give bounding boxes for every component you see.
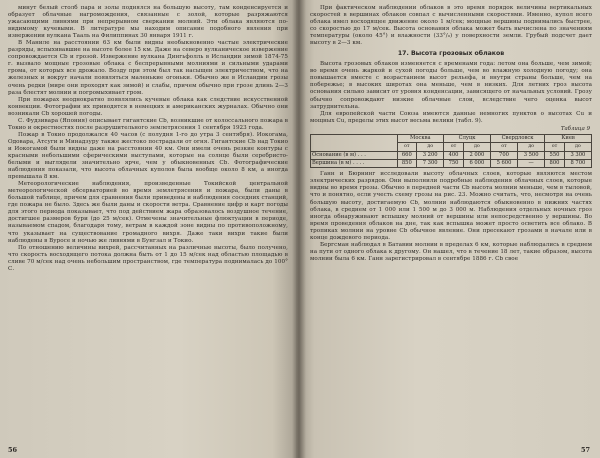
right-page [296, 0, 600, 458]
left-page-number: 56 [8, 446, 18, 454]
table-subheader: от [545, 143, 565, 151]
section-heading: 17. Высота грозовых облаков [397, 50, 505, 58]
table-cell: 3 300 [564, 151, 591, 159]
left-paragraph-5: Пожар в Токио продолжался 40 часов (с полудня 1-го до утра 3 сентября). Иокогама, Одовара, Атсуги и Минадзуру также жестоко пострадали от огня. Гигантские Сb над Токио и Иокогамой были видны даже на расстоянии 40 км. Они имели очень резкие контуры с красными небольшими сферическими выступами, которые на солнце были серебристо-белыми и выглядели значительно ярче, чем у обыкновенных Сb. Фотографические наблюдения показали, что высота облачных куполов была вообще около 8 км, а иногда превышала 8 км. [8, 131, 288, 181]
table-subheader: от [444, 143, 464, 151]
table-cell: — [518, 159, 545, 167]
right-page-number: 57 [580, 446, 590, 454]
left-page [0, 0, 296, 458]
right-paragraph-4: Бергсман наблюдал в Батавии молнии в пределах 6 км, которые наблюдались в среднем на пути от одного облака к другому. Он нашел, что в течение 18 лет, такие образом, высота молнии была 6 км. Ганн зарегистрировал в сентябре 1886 г. Сb свое [310, 241, 592, 262]
left-paragraph-4: С. Фудзивара (Япония) описывает гигантские Сb, возникшие от колоссального пожара в Токио и окрестностях после разрушительного землетрясения 1 сентября 1923 года. [8, 117, 288, 131]
table-subheader: от [397, 143, 417, 151]
table-row [311, 151, 592, 159]
right-paragraph-2: Для европейской части Союза имеются данные немногих пунктов о высотах Сu и мощных Сu, пределы этих высот весьма велики (табл. 9). [310, 110, 592, 124]
left-paragraph-6: Метеорологические наблюдения, произведенные Токийской центральной метеорологической обсерваторией во время землетрясения и пожара, были даны в большой таблице, причем для сравнения были приведены и наблюдения соседних станций, где пожара не было. Здесь же были даны и скорости ветра. Сравнение цифр и карт погоды для этого периода показывает, что под действием жара образовалось воздушное течение, достигшее размеров бури (до 25 м/сек). Отмечены значительные флюктуации в периоде, называемом спадом, благодаря тому, ветрам в каждой зоне видны по противоположному, что указывает на существование громадного вихря. Даже таки вихри такие были наблюдены в Вуросе и ночью же ливнями в Бунгзал и Токио. [8, 181, 288, 244]
table-cell: 800 [545, 159, 565, 167]
table-cell: 5 600 [490, 159, 517, 167]
table-cell: 550 [545, 151, 565, 159]
table-header-station: Киев [545, 134, 592, 142]
table-cell: 400 [444, 151, 464, 159]
right-paragraph-3: Ганн и Бюрнинг исследовали высоту облачных слоев, которые являются местом электрических разрядов. Они выполнили подробные наблюдения облачных слоев, которые видны во время грозы. Обычно в передней части Сb высота молнии меньше, чем в тыловой, что и понятно, если учесть схему грозы на рис. 23. Можно считать, что, несмотря на очень большую высоту, достигаемую Сb, молнии наблюдаются обыкновенно в нижних частях облака, в среднем от 1 000 или 1 500 м до 3 000 м. Наблюдения отдельных ночных гроз иногда обнаруживают вспышку молний от вершины или непосредственно у вершины. Во время проведения облаков на дне, так как вспышка может просто осветить все облако. В тропиках молнии на уровне Сb обычное явление. Они пресекают грозами в начале или в конце дождевого периода. [310, 171, 592, 241]
table-cell: 850 [397, 159, 417, 167]
left-paragraph-3: При пожарах неоднократно появлялись кучевые облака как следствие искусственной конвекции. Фотографии их приводятся в немецких и американских журналах. Обычно они возникали Сb хорошей погоды. [8, 96, 288, 117]
table-header-station: Слуцк [444, 134, 491, 142]
left-paragraph-2: В Маниле на расстоянии 63 км были видны необыкновенно частые электрические разряды, вспыхивавшие на высоте более 15 км. Даже на северо вулканическое извержение сопровождается Сb и грозой. Извержение вулкана Дингьфолль в Исландии зимой 1874-75 г. вызвало мощные грозовые облака с беспрерывными молниями и сильными ударами грома, от которых все дрожало. Возду при этом был так насыщен электричеством, что на железных и вокруг начали появляться маленькие огоньки. Обычно же в Исландии грозы очень редки (мире они проходят как зимой) и слабы, причем обычно при грозе длинь 2—3 раза блестят молнии и погромыхивает гром. [8, 40, 288, 96]
table-subheader: до [463, 143, 490, 151]
table-header-station: Москва [397, 134, 444, 142]
table-subheader: до [564, 143, 591, 151]
table-cell: 2 000 [463, 151, 490, 159]
table-subheader: от [490, 143, 517, 151]
left-paragraph-7: По отношению величины вихрей, рассчитанных на различные высоты, было получено, что скорость восходящего потока должна быть от 1 до 15 м/сек над областью площадью в сливе 70 м/сек над очень небольшим пространством, где температура поднималась до 100° С. [8, 244, 288, 272]
table-subheader: до [417, 143, 444, 151]
table-header-station: Свердловск [490, 134, 544, 142]
table-cell: 3 500 [518, 151, 545, 159]
left-paragraph-1: минут белый столб пара и золы поднялся на большую высоту, там конденсируется и образует облачные нагромождения, связанные с золой, которые разряжаются ужасающими ливнями при непрерывном сверкании молний. Эти облака являются по-видимому кучевыми. В литературе мы находим описание подобного явления при извержении вулкана Тааль на Филиппинах 30 января 1911 г. [8, 5, 288, 40]
table-row [311, 159, 592, 167]
table-cell: 8 700 [564, 159, 591, 167]
right-intro-paragraph: При фактическом наблюдении облаков в это время порядок величины вертикальных скоростей в вершинах облаков совпал с вычисленными скоростями. Именно, купол всего облака имел восходящее движение около 1 м/сек; мощные вершины поднимались быстрее, со скоростью до 17 м/сек. Высота основания облака может быть вычислена по значениям температуры (около 45°) и влажности (33°/₀) у поверхности земли. Грубый подсчет дает высоту в 2—3 км. [310, 5, 592, 47]
table-row-label: Вершина (в м) . . . . [311, 159, 398, 167]
table-cell: 700 [490, 151, 517, 159]
cloud-height-table [310, 134, 592, 169]
table-cell: 7 300 [417, 159, 444, 167]
table-cell: 660 [397, 151, 417, 159]
table-cell: 3 200 [417, 151, 444, 159]
table-subheader: до [518, 143, 545, 151]
table-cell: 750 [444, 159, 464, 167]
table-row-label: Основание (в м) . . . [311, 151, 398, 159]
table-corner [311, 134, 398, 151]
table-cell: 6 000 [463, 159, 490, 167]
table-caption: Таблица 9 [560, 125, 590, 132]
right-paragraph-1: Высота грозовых облаков изменяется с временами года: летом она больше, чем зимой; во время очень жаркой и сухой погоды больше, чем во влажную холодную погоду; она повышается вместе с возрастанием высот рельефа, и внутри страны больше, чем на побережье; в высоких широтах она меньше, чем в низких. Для летних гроз высота основания сильно зависит от уровня конденсации, зависящего от начальных условий. Грозу обычно сопровождают низкие облачные слои, вследствие чего оценка высот затруднительна. [310, 61, 592, 110]
